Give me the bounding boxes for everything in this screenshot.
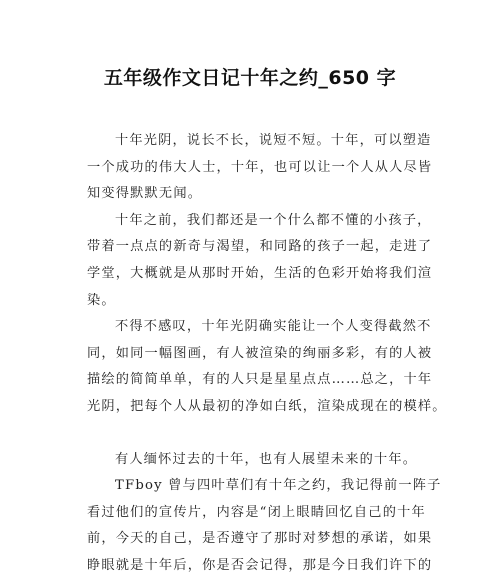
text-line: 看过他们的宣传片，内容是“闭上眼睛回忆自己的十年 [87,504,426,520]
text-line: 前，今天的自己，是否遵守了那时对梦想的承诺，如果 [87,531,433,547]
text-line: 描绘的简简单单，有的人只是星星点点……总之，十年 [87,372,433,388]
text-line: 睁眼就是十年后，你是否会记得，那是今日我们许下的 [87,557,433,573]
document-title: 五年级作文日记十年之约_650 字 [103,67,397,89]
document-body [87,128,447,580]
text-line: 有人缅怀过去的十年，也有人展望未来的十年。 [115,451,418,467]
text-line: 十年光阴，说长不长，说短不短。十年，可以塑造 [115,133,432,148]
paragraph-gap [87,421,427,447]
text-line: 学堂，大概就是从那时开始，生活的色彩开始将我们渲 [87,265,433,281]
text-line: 不得不感叹，十年光阴确实能让一个人变得截然不 [115,319,432,335]
text-line: 同，如同一幅图画，有人被渲染的绚丽多彩，有的人被 [87,345,433,361]
text-line: 知变得默默无闻。 [87,186,203,202]
text-line: 一个成功的伟大人士，十年，也可以让一个人从人尽皆 [87,159,433,175]
text-line: 染。 [87,292,116,308]
text-line: 光阴，把每个人从最初的净如白纸，渲染成现在的模样。 [87,398,447,414]
text-line: 十年之前，我们都还是一个什么都不懂的小孩子， [115,212,432,228]
text-line: TFboy 曾与四叶草们有十年之约，我记得前一阵子 [115,478,442,494]
text-line: 带着一点点的新奇与渴望，和同路的孩子一起，走进了 [87,239,433,255]
